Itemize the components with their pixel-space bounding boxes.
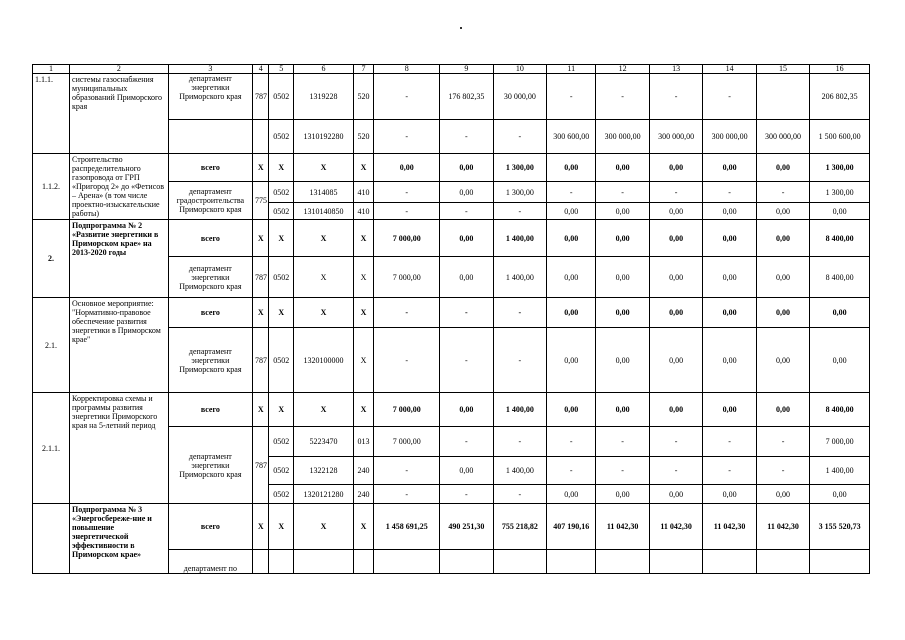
value-cell-col9: 0,00 xyxy=(440,257,493,298)
grbs-cell: 787 xyxy=(253,74,269,120)
value-cell-col10: 1 400,00 xyxy=(493,257,546,298)
row-number xyxy=(33,504,70,574)
empty-cell xyxy=(269,549,294,573)
measure-name-text: Строительство распределительного газопровода от ГРП «Пригород 2» до «Фетисов – Арена» (в том числе проектно-изыскательские работы) xyxy=(72,155,165,218)
value-cell-col8: 1 458 691,25 xyxy=(374,504,440,550)
row-number: 2.1.1. xyxy=(33,393,70,504)
value-cell-col14: 0,00 xyxy=(703,154,756,182)
expense-type-cell: Х xyxy=(353,298,374,328)
measure-name: Корректировка схемы и программы развития энергетики Приморского края на 5-летний период xyxy=(70,393,169,504)
all-label: всего xyxy=(168,393,252,427)
target-code-cell: 1310192280 xyxy=(294,120,354,154)
section-code-cell: 0502 xyxy=(269,328,294,393)
grbs-cell: Х xyxy=(253,393,269,427)
value-cell-col8: - xyxy=(374,74,440,120)
expense-type-cell: 410 xyxy=(353,182,374,203)
value-cell-col10: 30 000,00 xyxy=(493,74,546,120)
row-number: 2. xyxy=(33,220,70,298)
value-cell-col11: 0,00 xyxy=(547,154,596,182)
expense-type-cell: 013 xyxy=(353,427,374,457)
value-cell-col9: - xyxy=(440,427,493,457)
value-cell-col15: - xyxy=(756,182,809,203)
value-cell-col8: - xyxy=(374,203,440,220)
value-cell-col13: 11 042,30 xyxy=(649,504,702,550)
expense-type-cell: Х xyxy=(353,504,374,550)
value-cell-col9: 490 251,30 xyxy=(440,504,493,550)
section-code-cell: 0502 xyxy=(269,120,294,154)
all-label: всего xyxy=(168,298,252,328)
value-cell-col16: 8 400,00 xyxy=(810,393,870,427)
value-cell-col12: 300 000,00 xyxy=(596,120,649,154)
section-code-cell: 0502 xyxy=(269,74,294,120)
grbs-cell: 787 xyxy=(253,427,269,504)
grbs-cell xyxy=(253,120,269,154)
value-cell-col13: 0,00 xyxy=(649,203,702,220)
grbs-cell: Х xyxy=(253,154,269,182)
value-cell-col9: - xyxy=(440,298,493,328)
grbs-cell: Х xyxy=(253,220,269,257)
expense-type-cell: 410 xyxy=(353,203,374,220)
value-cell-col11: 407 190,16 xyxy=(547,504,596,550)
value-cell-col12: 0,00 xyxy=(596,393,649,427)
measure-name xyxy=(70,154,169,220)
table-row xyxy=(33,154,870,182)
value-cell-col16: 1 500 600,00 xyxy=(810,120,870,154)
executor-cell: департамент градостроительства Приморского края xyxy=(168,182,252,220)
column-number-5: 5 xyxy=(269,65,294,74)
target-code-cell: 1320100000 xyxy=(294,328,354,393)
header-row xyxy=(33,65,870,74)
table-row xyxy=(33,504,870,550)
target-code-cell: 1310140850 xyxy=(294,203,354,220)
executor-cell: департамент энергетики Приморского края xyxy=(168,328,252,393)
empty-cell xyxy=(547,549,596,573)
section-code-cell: Х xyxy=(269,504,294,550)
value-cell-col10: 1 400,00 xyxy=(493,393,546,427)
value-cell-col16: 8 400,00 xyxy=(810,220,870,257)
value-cell-col14: 0,00 xyxy=(703,328,756,393)
section-code-cell: 0502 xyxy=(269,257,294,298)
value-cell-col15: 0,00 xyxy=(756,485,809,504)
value-cell-col13: 0,00 xyxy=(649,328,702,393)
value-cell-col14: 0,00 xyxy=(703,485,756,504)
value-cell-col11: 0,00 xyxy=(547,393,596,427)
value-cell-col11: 0,00 xyxy=(547,203,596,220)
column-number-4: 4 xyxy=(253,65,269,74)
executor-cell: департамент энергетики Приморского края xyxy=(168,257,252,298)
expense-type-cell: 520 xyxy=(353,74,374,120)
value-cell-col13: - xyxy=(649,427,702,457)
value-cell-col10: - xyxy=(493,485,546,504)
column-number-16: 16 xyxy=(810,65,870,74)
column-number-13: 13 xyxy=(649,65,702,74)
value-cell-col14: - xyxy=(703,427,756,457)
executor-cell: департамент энергетики Приморского края xyxy=(168,427,252,504)
expense-type-cell: Х xyxy=(353,393,374,427)
table-row xyxy=(33,74,870,120)
value-cell-col12: 0,00 xyxy=(596,298,649,328)
value-cell-col8: - xyxy=(374,328,440,393)
expense-type-cell: Х xyxy=(353,220,374,257)
value-cell-col8: - xyxy=(374,120,440,154)
measure-name xyxy=(70,74,169,154)
value-cell-col13: - xyxy=(649,182,702,203)
empty-cell xyxy=(703,549,756,573)
empty-cell xyxy=(493,549,546,573)
column-number-10: 10 xyxy=(493,65,546,74)
target-code-cell: Х xyxy=(294,298,354,328)
value-cell-col10: - xyxy=(493,427,546,457)
value-cell-col12: - xyxy=(596,427,649,457)
value-cell-col10: - xyxy=(493,120,546,154)
value-cell-col15: 0,00 xyxy=(756,328,809,393)
value-cell-col11: - xyxy=(547,182,596,203)
value-cell-col15: 300 000,00 xyxy=(756,120,809,154)
value-cell-col13: 300 000,00 xyxy=(649,120,702,154)
all-label: всего xyxy=(168,154,252,182)
empty-cell xyxy=(649,549,702,573)
value-cell-col16: 0,00 xyxy=(810,328,870,393)
grbs-cell: 787 xyxy=(253,328,269,393)
value-cell-col9: 0,00 xyxy=(440,393,493,427)
value-cell-col12: - xyxy=(596,74,649,120)
empty-cell xyxy=(596,549,649,573)
value-cell-col14: 0,00 xyxy=(703,257,756,298)
table-row xyxy=(33,393,870,427)
section-code-cell: 0502 xyxy=(269,427,294,457)
value-cell-col9: 0,00 xyxy=(440,154,493,182)
value-cell-col15: 0,00 xyxy=(756,220,809,257)
value-cell-col14: - xyxy=(703,457,756,485)
measure-name-text: Подпрограмма № 3 «Энергосбереже-ние и повышение энергетической эффективности в Приморском крае» xyxy=(72,505,152,559)
value-cell-col11: - xyxy=(547,457,596,485)
column-number-14: 14 xyxy=(703,65,756,74)
column-number-7: 7 xyxy=(353,65,374,74)
executor-cell: департамент по xyxy=(168,549,252,573)
empty-cell xyxy=(294,549,354,573)
expense-type-cell: 520 xyxy=(353,120,374,154)
target-code-cell: 1320121280 xyxy=(294,485,354,504)
value-cell-col11: - xyxy=(547,74,596,120)
value-cell-col15: 0,00 xyxy=(756,257,809,298)
grbs-cell: 787 xyxy=(253,257,269,298)
value-cell-col13: 0,00 xyxy=(649,485,702,504)
value-cell-col12: 11 042,30 xyxy=(596,504,649,550)
value-cell-col15: - xyxy=(756,427,809,457)
value-cell-col16: 1 300,00 xyxy=(810,154,870,182)
section-code-cell: 0502 xyxy=(269,457,294,485)
value-cell-col16: 206 802,35 xyxy=(810,74,870,120)
value-cell-col11: 0,00 xyxy=(547,220,596,257)
target-code-cell: Х xyxy=(294,393,354,427)
value-cell-col16: 3 155 520,73 xyxy=(810,504,870,550)
column-number-8: 8 xyxy=(374,65,440,74)
value-cell-col16: 1 300,00 xyxy=(810,182,870,203)
value-cell-col14: 0,00 xyxy=(703,298,756,328)
value-cell-col14: 0,00 xyxy=(703,203,756,220)
value-cell-col9: 0,00 xyxy=(440,182,493,203)
measure-name: Основное мероприятие: "Нормативно-правовое обеспечение развития энергетики в Приморском крае" xyxy=(70,298,169,393)
value-cell-col12: - xyxy=(596,182,649,203)
target-code-cell: Х xyxy=(294,154,354,182)
value-cell-col8: - xyxy=(374,457,440,485)
value-cell-col9: 0,00 xyxy=(440,457,493,485)
value-cell-col11: 300 600,00 xyxy=(547,120,596,154)
value-cell-col10: 755 218,82 xyxy=(493,504,546,550)
value-cell-col9: - xyxy=(440,485,493,504)
value-cell-col14: 0,00 xyxy=(703,393,756,427)
value-cell-col12: 0,00 xyxy=(596,328,649,393)
measure-name xyxy=(70,504,169,574)
empty-cell xyxy=(353,549,374,573)
value-cell-col12: 0,00 xyxy=(596,485,649,504)
value-cell-col13: 0,00 xyxy=(649,257,702,298)
value-cell-col12: 0,00 xyxy=(596,154,649,182)
value-cell-col13: 0,00 xyxy=(649,154,702,182)
section-code-cell: 0502 xyxy=(269,182,294,203)
value-cell-col10: 1 300,00 xyxy=(493,154,546,182)
executor-cell: департамент энергетики Приморского края xyxy=(168,74,252,120)
column-number-2: 2 xyxy=(70,65,169,74)
value-cell-col13: 0,00 xyxy=(649,220,702,257)
value-cell-col14: 300 000,00 xyxy=(703,120,756,154)
target-code-cell: Х xyxy=(294,220,354,257)
value-cell-col16: 0,00 xyxy=(810,298,870,328)
value-cell-col16: 1 400,00 xyxy=(810,457,870,485)
section-code-cell: Х xyxy=(269,393,294,427)
value-cell-col10: 1 300,00 xyxy=(493,182,546,203)
value-cell-col8: 7 000,00 xyxy=(374,393,440,427)
value-cell-col16: 0,00 xyxy=(810,203,870,220)
value-cell-col13: 0,00 xyxy=(649,298,702,328)
value-cell-col8: - xyxy=(374,182,440,203)
column-number-9: 9 xyxy=(440,65,493,74)
value-cell-col8: 7 000,00 xyxy=(374,257,440,298)
value-cell-col11: - xyxy=(547,427,596,457)
value-cell-col12: - xyxy=(596,457,649,485)
value-cell-col8: 7 000,00 xyxy=(374,220,440,257)
value-cell-col11: 0,00 xyxy=(547,257,596,298)
value-cell-col15: 0,00 xyxy=(756,154,809,182)
value-cell-col12: 0,00 xyxy=(596,220,649,257)
value-cell-col14: - xyxy=(703,182,756,203)
target-code-cell: 5223470 xyxy=(294,427,354,457)
empty-cell xyxy=(440,549,493,573)
table-row xyxy=(33,220,870,257)
row-number: 1.1.2. xyxy=(33,154,70,220)
value-cell-col12: 0,00 xyxy=(596,203,649,220)
value-cell-col9: - xyxy=(440,120,493,154)
executor-cell xyxy=(168,120,252,154)
value-cell-col15: - xyxy=(756,457,809,485)
expense-type-cell: Х xyxy=(353,154,374,182)
section-code-cell: Х xyxy=(269,154,294,182)
value-cell-col8: 7 000,00 xyxy=(374,427,440,457)
all-label: всего xyxy=(168,504,252,550)
value-cell-col10: 1 400,00 xyxy=(493,220,546,257)
value-cell-col8: - xyxy=(374,298,440,328)
value-cell-col10: - xyxy=(493,328,546,393)
expense-type-cell: 240 xyxy=(353,485,374,504)
value-cell-col14: 0,00 xyxy=(703,220,756,257)
value-cell-col13: - xyxy=(649,74,702,120)
value-cell-col16: 0,00 xyxy=(810,485,870,504)
value-cell-col11: 0,00 xyxy=(547,485,596,504)
value-cell-col11: 0,00 xyxy=(547,298,596,328)
column-number-12: 12 xyxy=(596,65,649,74)
measure-name: Подпрограмма № 2 «Развитие энергетики в Приморском крае» на 2013-2020 годы xyxy=(70,220,169,298)
value-cell-col13: 0,00 xyxy=(649,393,702,427)
empty-cell xyxy=(374,549,440,573)
expense-type-cell: 240 xyxy=(353,457,374,485)
column-number-1: 1 xyxy=(33,65,70,74)
section-code-cell: 0502 xyxy=(269,203,294,220)
value-cell-col15: 0,00 xyxy=(756,298,809,328)
measure-name-text: системы газоснабжения муниципальных образований Приморского края xyxy=(72,75,163,111)
column-number-15: 15 xyxy=(756,65,809,74)
value-cell-col15: 11 042,30 xyxy=(756,504,809,550)
value-cell-col14: 11 042,30 xyxy=(703,504,756,550)
grbs-cell: 775 xyxy=(253,182,269,220)
value-cell-col14: - xyxy=(703,74,756,120)
value-cell-col8: 0,00 xyxy=(374,154,440,182)
column-number-6: 6 xyxy=(294,65,354,74)
row-number: 1.1.1. xyxy=(33,74,70,154)
target-code-cell: 1322128 xyxy=(294,457,354,485)
grbs-cell: Х xyxy=(253,504,269,550)
value-cell-col16: 8 400,00 xyxy=(810,257,870,298)
value-cell-col13: - xyxy=(649,457,702,485)
value-cell-col8: - xyxy=(374,485,440,504)
target-code-cell: Х xyxy=(294,504,354,550)
expense-type-cell: Х xyxy=(353,257,374,298)
value-cell-col11: 0,00 xyxy=(547,328,596,393)
value-cell-col9: 176 802,35 xyxy=(440,74,493,120)
value-cell-col16: 7 000,00 xyxy=(810,427,870,457)
page-mark xyxy=(460,27,462,29)
target-code-cell: 1314085 xyxy=(294,182,354,203)
value-cell-col12: 0,00 xyxy=(596,257,649,298)
section-code-cell: 0502 xyxy=(269,485,294,504)
program-table xyxy=(32,64,870,574)
column-number-11: 11 xyxy=(547,65,596,74)
table-row xyxy=(33,298,870,328)
value-cell-col9: - xyxy=(440,203,493,220)
empty-cell xyxy=(810,549,870,573)
value-cell-col10: - xyxy=(493,298,546,328)
value-cell-col10: - xyxy=(493,203,546,220)
value-cell-col9: - xyxy=(440,328,493,393)
section-code-cell: Х xyxy=(269,298,294,328)
target-code-cell: Х xyxy=(294,257,354,298)
grbs-cell: Х xyxy=(253,298,269,328)
target-code-cell: 1319228 xyxy=(294,74,354,120)
value-cell-col10: 1 400,00 xyxy=(493,457,546,485)
value-cell-col15 xyxy=(756,74,809,120)
section-code-cell: Х xyxy=(269,220,294,257)
column-number-3: 3 xyxy=(168,65,252,74)
expense-type-cell: Х xyxy=(353,328,374,393)
value-cell-col15: 0,00 xyxy=(756,203,809,220)
value-cell-col15: 0,00 xyxy=(756,393,809,427)
empty-cell xyxy=(253,549,269,573)
empty-cell xyxy=(756,549,809,573)
value-cell-col9: 0,00 xyxy=(440,220,493,257)
all-label: всего xyxy=(168,220,252,257)
row-number: 2.1. xyxy=(33,298,70,393)
